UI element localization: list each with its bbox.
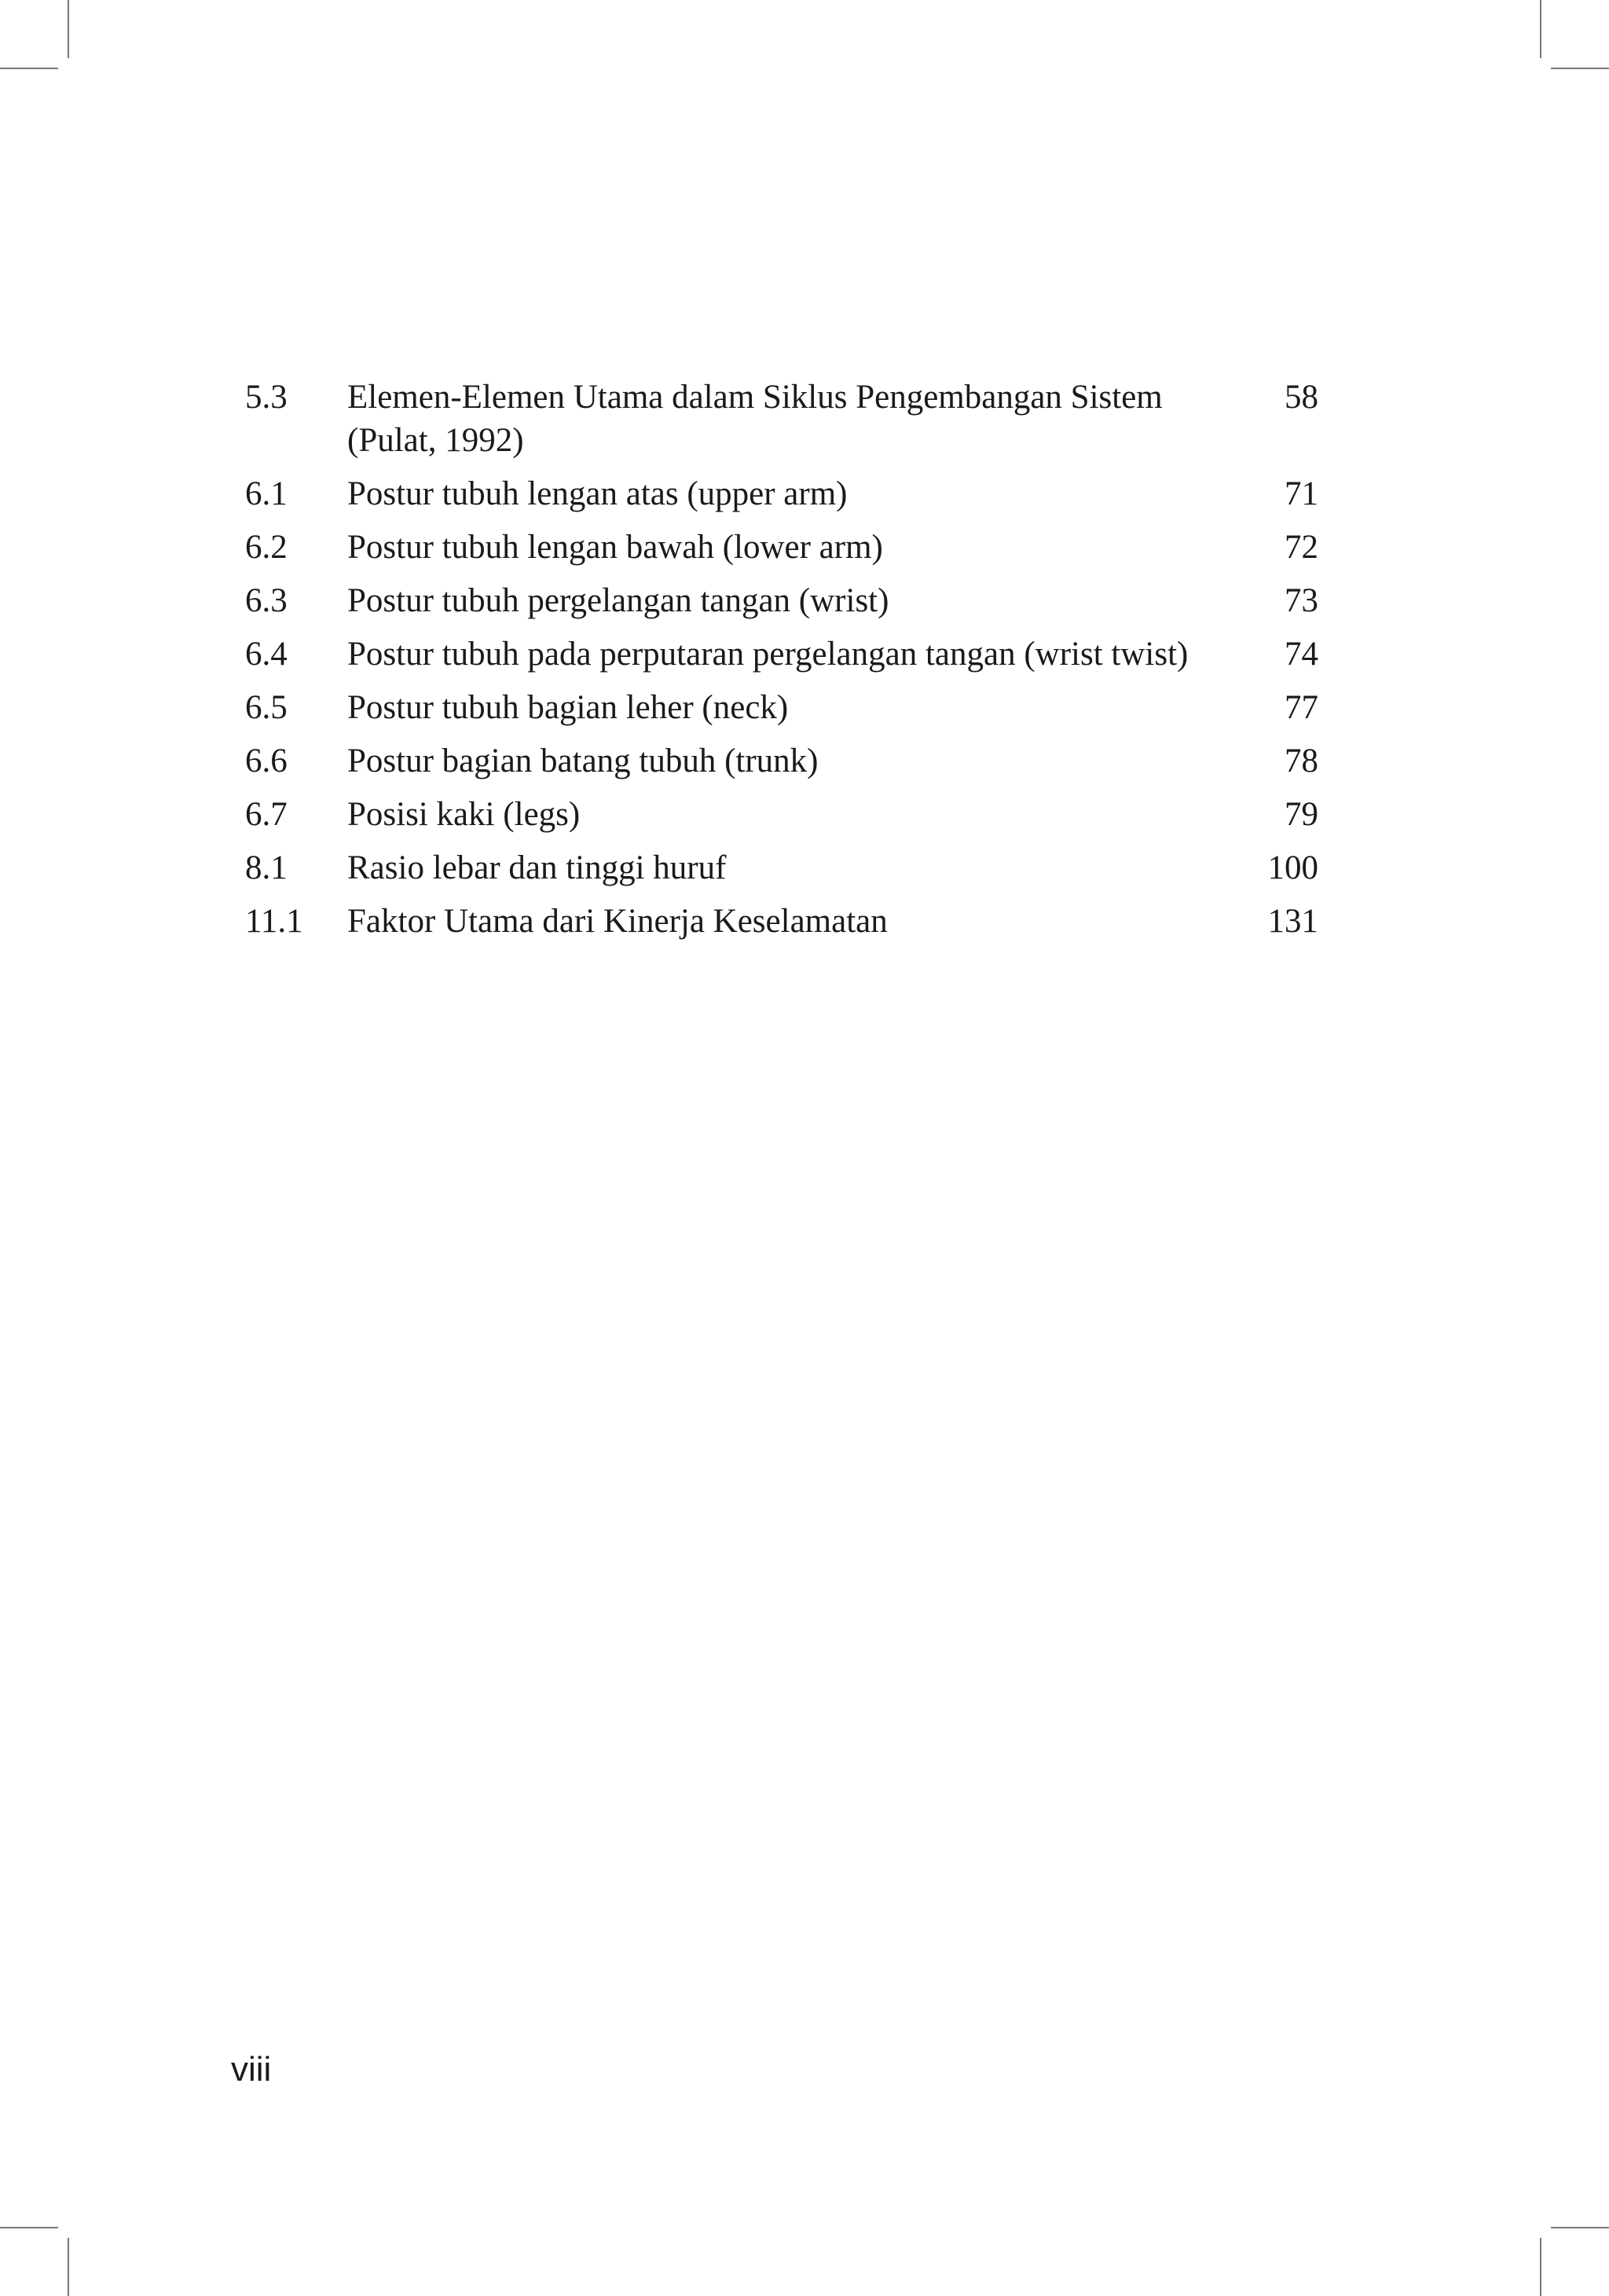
- toc-entry-page: 77: [1285, 689, 1318, 726]
- toc-entry-number: 6.2: [245, 529, 288, 566]
- toc-entry-title: Postur tubuh pergelangan tangan (wrist): [347, 582, 889, 619]
- toc-entry-title: Posisi kaki (legs): [347, 796, 581, 833]
- toc-entry: [245, 633, 1318, 676]
- toc-entry: [245, 376, 1318, 462]
- toc-entry-title: Rasio lebar dan tinggi huruf: [347, 849, 727, 886]
- toc-entry: [245, 526, 1318, 569]
- toc-entry: [245, 846, 1318, 889]
- toc-entry-title: Faktor Utama dari Kinerja Keselamatan: [347, 903, 888, 940]
- toc-entry-number: 11.1: [245, 903, 303, 940]
- toc-entry-page: 73: [1285, 582, 1318, 619]
- crop-mark-bottom-left-horizontal: [0, 2227, 58, 2228]
- toc-entry-number: 6.5: [245, 689, 288, 726]
- toc-entry-number: 6.6: [245, 743, 288, 779]
- crop-mark-top-left-horizontal: [0, 68, 58, 69]
- toc-entry-title: Postur tubuh pada perputaran pergelangan tangan (wrist twist): [347, 636, 1189, 673]
- toc-entry-number: 8.1: [245, 849, 288, 886]
- toc-entry-number: 6.3: [245, 582, 288, 619]
- toc-entry-title: Postur bagian batang tubuh (trunk): [347, 743, 819, 779]
- toc-entry-page: 78: [1285, 743, 1318, 779]
- crop-mark-bottom-left-vertical: [68, 2238, 69, 2296]
- crop-mark-top-right-horizontal: [1551, 68, 1609, 69]
- toc-entry-number: 6.4: [245, 636, 288, 673]
- toc-entry: [245, 739, 1318, 783]
- toc-entry: [245, 793, 1318, 836]
- toc-entry-title: Postur tubuh bagian leher (neck): [347, 689, 789, 726]
- crop-mark-top-right-vertical: [1540, 0, 1541, 58]
- toc-entry-page: 58: [1285, 379, 1318, 416]
- toc-entry-page: 74: [1285, 636, 1318, 673]
- toc-entry: [245, 686, 1318, 729]
- toc-entry-number: 5.3: [245, 379, 288, 416]
- toc-entry-title: Postur tubuh lengan bawah (lower arm): [347, 529, 883, 566]
- toc-entry-page: 72: [1285, 529, 1318, 566]
- toc-entry: [245, 900, 1318, 943]
- page-number: viii: [231, 2050, 272, 2089]
- crop-mark-top-left-vertical: [68, 0, 69, 58]
- toc-entry-page: 131: [1267, 903, 1318, 940]
- toc-entry: [245, 579, 1318, 622]
- toc-entry: [245, 472, 1318, 515]
- crop-mark-bottom-right-vertical: [1540, 2238, 1541, 2296]
- toc-entry-page: 79: [1285, 796, 1318, 833]
- toc-entry-number: 6.1: [245, 475, 288, 512]
- crop-mark-bottom-right-horizontal: [1551, 2227, 1609, 2228]
- toc-entry-page: 100: [1267, 849, 1318, 886]
- toc-entry-title: Elemen-Elemen Utama dalam Siklus Pengembangan Sistem (Pulat, 1992): [347, 379, 1163, 459]
- toc-entry-title: Postur tubuh lengan atas (upper arm): [347, 475, 848, 512]
- toc-entry-page: 71: [1285, 475, 1318, 512]
- toc-entry-number: 6.7: [245, 796, 288, 833]
- figure-list: [245, 376, 1318, 953]
